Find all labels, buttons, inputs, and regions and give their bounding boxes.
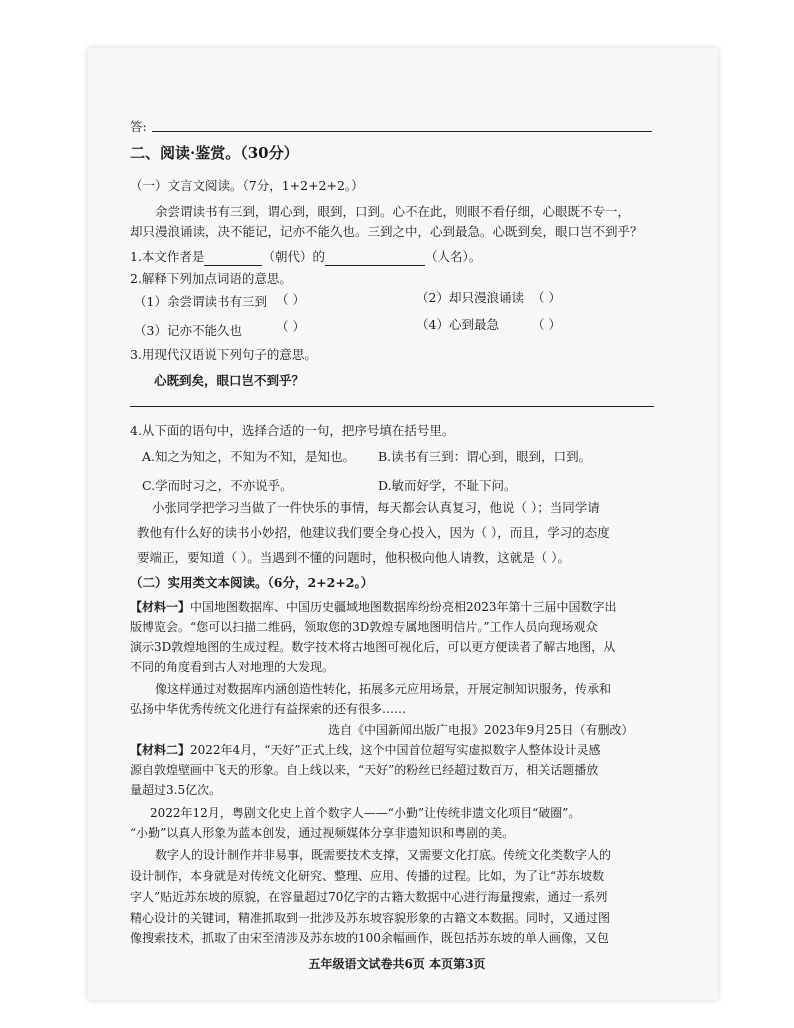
- q2-item-1: [134, 293, 267, 311]
- q2-item-2: [416, 289, 524, 307]
- material2-para3-line-4: 精心设计的关键词，精准抓取到一批涉及苏东坡容貌形象的古籍文本数据。同时，又通过图: [130, 911, 611, 925]
- question-1-suffix: （人名）。: [424, 249, 482, 264]
- q2-item-3: [134, 322, 242, 340]
- section-title: 二、阅读·鉴赏。（30分）: [130, 144, 299, 162]
- q2-item-3-answer[interactable]: （ ）: [276, 319, 305, 334]
- q4-paragraph-line-1: 小张同学把学习当做了一件快乐的事情，每天都会认真复习，他说（ ）；当同学请: [152, 500, 600, 515]
- question-2: 2.解释下列加点词语的意思。: [130, 271, 292, 286]
- q4-paragraph-line-2: 教他有什么好的读书小妙招，他建议我们要全身心投入，因为（ ），而且，学习的态度: [137, 525, 610, 540]
- page-footer: 五年级语文试卷共6页 本页第3页: [308, 957, 486, 971]
- material2-para2-line-1: 2022年12月，粤剧文化史上首个数字人——“小勤”让传统非遗文化项目“破圈”。: [150, 806, 581, 820]
- material1-line-3: 演示3D敦煌地图的生成过程。数字技术将古地图可视化后，可以更方便读者了解古地图，从: [130, 640, 616, 654]
- material2-para3-line-3: 字人”贴近苏东坡的原貌，在容量超过70亿字的古籍大数据中心进行海量搜索，通过一系列: [130, 890, 608, 904]
- material2-text-1: 2022年4月，“天好”正式上线，这个中国首位超写实虚拟数字人整体设计灵感: [190, 743, 601, 757]
- q2-item-3-label: （3）记亦不能久也: [134, 323, 242, 338]
- q4-option-a: A.知之为知之，不知为不知，是知也。: [142, 449, 356, 464]
- material2-para3-line-2: 设计制作，本身就是对传统文化研究、整理、应用、传播的过程。比如，为了让“苏东坡数: [130, 869, 605, 883]
- material1-para2-line-1: 像这样通过对数据库内涵创造性转化，拓展多元应用场景，开展定制知识服务，传承和: [155, 682, 612, 696]
- material1-source: 选自《中国新闻出版广电报》2023年9月25日（有删改）: [328, 723, 634, 737]
- question-3-sentence: 心既到矣，眼口岂不到乎？: [154, 373, 305, 388]
- material1-label: 【材料一】: [130, 600, 191, 614]
- q2-item-4-answer[interactable]: （ ）: [532, 317, 561, 332]
- q2-item-2-answer[interactable]: （ ）: [532, 290, 561, 305]
- q2-item-2-label: （2）却只漫浪诵读: [416, 290, 524, 305]
- material2-para3-line-5: 像搜索技术，抓取了由宋至清涉及苏东坡的100余幅画作，既包括苏东坡的单人画像，又包: [130, 931, 609, 945]
- q4-paragraph-line-3: 要端正，要知道（ ）。当遇到不懂的问题时，他积极向他人请教，这就是（ ）。: [137, 550, 570, 565]
- passage-line-2: 却只漫浪诵读，决不能记，记亦不能久也。三到之中，心到最急。心既到矣，眼口岂不到乎？: [130, 224, 643, 239]
- material2-line-3: 量超过3.5亿次。: [130, 783, 222, 797]
- question-1-prefix: 1.本文作者是: [130, 249, 205, 264]
- material1-line-2: 版博览会。“您可以扫描二维码，领取您的3D敦煌专属地图明信片。”工作人员向现场观众: [130, 620, 598, 634]
- question-3: 3.用现代汉语说下列句子的意思。: [130, 347, 317, 362]
- material2-para3-line-1: 数字人的设计制作并非易事，既需要技术支撑，又需要文化打底。传统文化类数字人的: [155, 848, 612, 862]
- question-4: 4.从下面的语句中，选择合适的一句，把序号填在括号里。: [130, 423, 455, 438]
- dynasty-blank[interactable]: [204, 251, 262, 266]
- q2-item-4: [416, 316, 499, 334]
- material2-label: 【材料二】: [130, 743, 191, 757]
- q4-option-c: C.学而时习之，不亦说乎。: [142, 478, 293, 493]
- answer-rule: [152, 131, 652, 132]
- q2-item-1-label: （1）余尝谓读书有三到: [134, 294, 267, 309]
- part2-heading: （二）实用类文本阅读。（6分，2+2+2。）: [130, 575, 374, 590]
- material1-text-1: 中国地图数据库、中国历史疆域地图数据库纷纷亮相2023年第十三届中国数字出: [190, 600, 617, 614]
- question-1: [130, 248, 481, 266]
- passage-line-1: 余尝谓读书有三到，谓心到，眼到，口到。心不在此，则眼不看仔细，心眼既不专一，: [155, 204, 631, 219]
- part1-heading: （一）文言文阅读。（7分，1+2+2+2。）: [130, 178, 364, 193]
- q2-item-1-answer[interactable]: （ ）: [276, 292, 305, 307]
- author-blank[interactable]: [325, 251, 425, 266]
- q4-option-b: B.读书有三到：谓心到，眼到，口到。: [378, 449, 592, 464]
- material1-line-4: 不同的角度看到古人对地理的大发现。: [130, 660, 335, 674]
- question-3-answer-rule[interactable]: [130, 406, 654, 407]
- material1-line-1: [130, 598, 617, 616]
- material2-para2-line-2: “小勤”以真人形象为蓝本创发，通过视频媒体分享非遗知识和粤剧的美。: [130, 826, 515, 840]
- material1-para2-line-2: 弘扬中华优秀传统文化进行有益探索的还有很多……: [130, 702, 407, 716]
- material2-line-1: [130, 741, 600, 759]
- material2-line-2: 源自敦煌壁画中飞天的形象。自上线以来，“天好”的粉丝已经超过数百万，相关话题播放: [130, 763, 599, 777]
- question-1-mid: （朝代）的: [262, 249, 325, 264]
- answer-label: 答:: [130, 119, 147, 134]
- q4-option-d: D.敏而好学，不耻下问。: [378, 478, 517, 493]
- q2-item-4-label: （4）心到最急: [416, 317, 499, 332]
